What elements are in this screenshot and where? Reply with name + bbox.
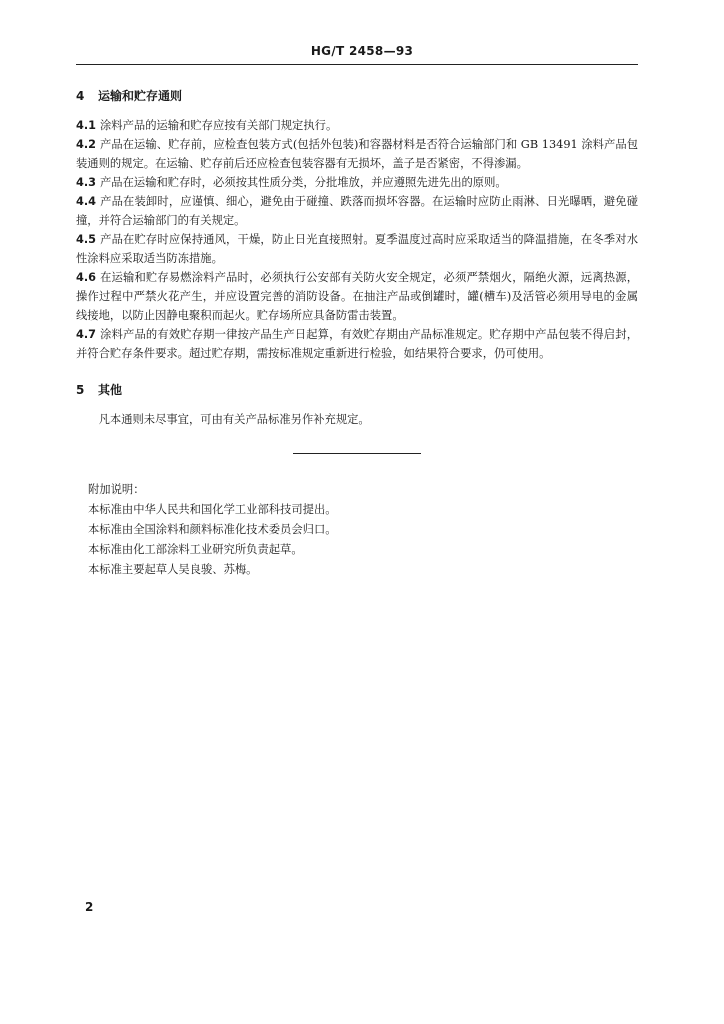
clause-4-4 [76,192,638,230]
section-4-title [76,87,638,104]
clause-text: 涂料产品的运输和贮存应按有关部门规定执行。 [100,119,338,132]
clause-4-3 [76,173,638,192]
page-number: 2 [85,900,94,914]
clause-text: 产品在运输、贮存前，应检查包装方式(包括外包装)和容器材料是否符合运输部门和 GB 13491 涂料产品包装通则的规定。在运输、贮存前后还应检查包装容器有无损坏，盖子是否紧密，不得渗漏。 [76,138,638,170]
notes-line: 本标准由化工部涂料工业研究所负责起草。 [88,543,303,556]
clause-4-1 [76,116,638,135]
section-4-title-text: 运输和贮存通则 [98,89,183,103]
clause-number: 4.6 [76,271,97,284]
header-rule [76,64,638,65]
notes-line: 本标准由全国涂料和颜料标准化技术委员会归口。 [88,523,337,536]
notes-line: 本标准主要起草人吴良骏、苏梅。 [88,563,258,576]
page-content [76,87,638,580]
clause-text: 产品在贮存时应保持通风，干燥，防止日光直接照射。夏季温度过高时应采取适当的降温措施，在冬季对水性涂料应采取适当防冻措施。 [76,233,638,265]
notes-line: 本标准由中华人民共和国化学工业部科技司提出。 [88,503,337,516]
clause-number: 4.5 [76,233,97,246]
clause-number: 4.7 [76,328,97,341]
notes-heading: 附加说明： [88,483,145,496]
clause-text: 产品在装卸时，应谨慎、细心，避免由于碰撞、跌落而损坏容器。在运输时应防止雨淋、日光曝晒，避免碰撞，并符合运输部门的有关规定。 [76,195,638,227]
clause-number: 4.3 [76,176,97,189]
clause-4-5 [76,230,638,268]
clause-4-7 [76,325,638,363]
clause-number: 4.2 [76,138,97,151]
clause-text: 在运输和贮存易燃涂料产品时，必须执行公安部有关防火安全规定，必须严禁烟火，隔绝火源，远离热源，操作过程中严禁火花产生，并应设置完善的消防设备。在抽注产品或倒罐时，罐(槽车)及活管必须用导电的金属线接地，以防止因静电聚积而起火。贮存场所应具备防雷击装置。 [76,271,638,322]
end-divider [293,453,421,454]
clause-number: 4.4 [76,195,97,208]
section-5-text: 凡本通则未尽事宜，可由有关产品标准另作补充规定。 [98,413,370,426]
section-5-title-text: 其他 [98,383,123,397]
section-5-title [76,381,638,398]
additional-notes [76,480,638,580]
section-4-number: 4 [76,89,85,103]
clause-number: 4.1 [76,119,97,132]
section-5-number: 5 [76,383,85,397]
clause-text: 涂料产品的有效贮存期一律按产品生产日起算，有效贮存期由产品标准规定。贮存期中产品包装不得启封，并符合贮存条件要求。超过贮存期，需按标准规定重新进行检验，如结果符合要求，仍可使用。 [76,328,638,360]
clause-text: 产品在运输和贮存时，必须按其性质分类，分批堆放，并应遵照先进先出的原则。 [100,176,507,189]
document-code-header: HG/T 2458—93 [310,44,414,58]
clause-4-6 [76,268,638,325]
clause-4-2 [76,135,638,173]
